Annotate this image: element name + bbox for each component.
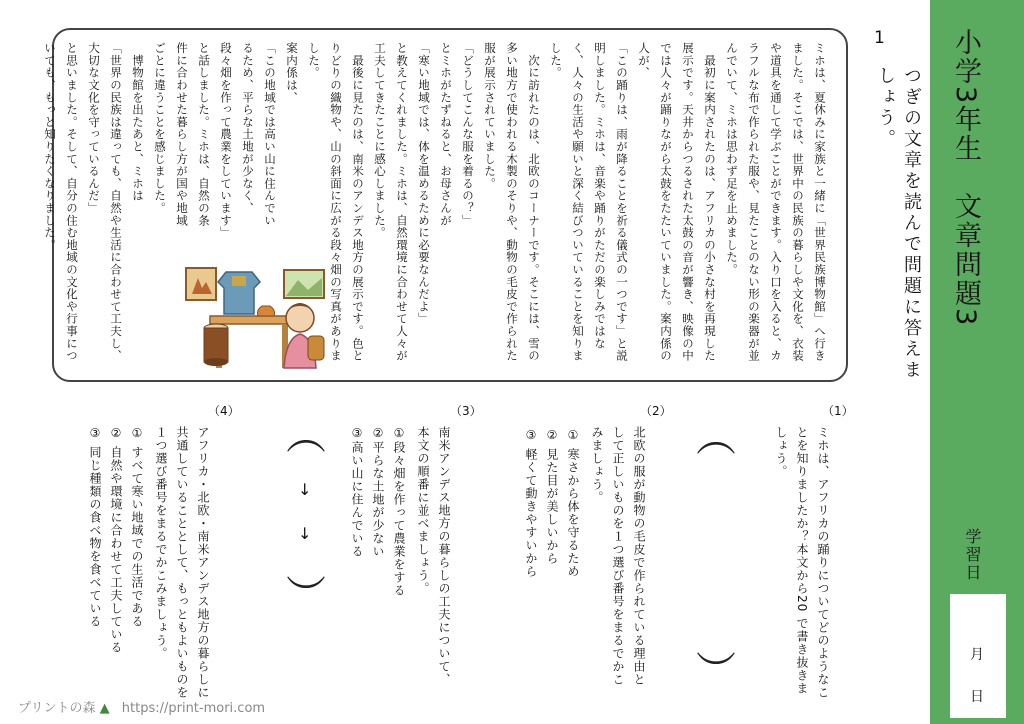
q3-options — [346, 426, 409, 626]
passage-line: んでいて、ミホは思わず足を止めました。 — [725, 42, 739, 276]
passage-line: と話しました。ミホは、自然の条 — [197, 42, 211, 227]
passage-line: 「この踊りは、雨が降ることを祈る儀式の一つです」と説 — [615, 42, 629, 362]
passage-line: した。 — [549, 42, 563, 79]
day-label: 日 — [970, 689, 984, 705]
q4-options — [84, 426, 147, 696]
worksheet-title: 小学3年生 文章問題3 — [950, 28, 981, 328]
q3-answer-open[interactable]: ︵ — [286, 413, 326, 459]
q2-option-2[interactable]: ② 見た目が美しいから — [545, 428, 559, 565]
q2-option-3[interactable]: ③ 軽くて動きやすいから — [524, 428, 538, 578]
passage-line: ました。そこでは、世界中の民族の暮らしや文化を、衣装 — [791, 42, 805, 362]
month-label: 月 — [970, 647, 984, 663]
passage-line: ミホは、夏休みに家族と一緒に「世界民族博物館」へ行き — [813, 42, 827, 362]
q4-option-3[interactable]: ③ 同じ種類の食べ物を食べている — [88, 426, 102, 628]
q3-option-1: ①段々畑を作って農業をする — [392, 426, 406, 597]
passage-line: した。 — [307, 42, 321, 79]
q3-prompt: 南米アンデス地方の暮らしの工夫について、 本文の順番に並べましょう。 — [416, 426, 451, 686]
passage-line: 人が、 — [637, 42, 651, 79]
q3-option-2: ②平らな土地が少ない — [371, 426, 385, 558]
passage-line: 博物館を出たあと、ミホは — [131, 42, 145, 202]
passage-line: 「世界の民族は違っても、自然や生活に合わせて工夫し、 — [109, 42, 123, 362]
passage-line: るため、平らな土地が少なく、 — [241, 42, 255, 215]
passage-line: 最初に案内されたのは、アフリカの小さな村を再現した — [703, 42, 717, 362]
passage-line: 「この地域では高い山に住んでい — [263, 42, 277, 227]
passage-line: 「どうしてこんな服を着るの？」 — [461, 42, 475, 227]
date-box[interactable] — [950, 594, 1006, 718]
footer — [18, 697, 265, 716]
passage-line: とミホがたずねると、お母さんが — [439, 42, 453, 227]
q2-option-1[interactable]: ① 寒さから体を守るため — [566, 428, 580, 578]
passage-line: りどりの織物や、山の斜面に広がる段々畑の写真がありま — [329, 42, 343, 362]
passage-line: 件に合わせた暮らし方が国や地域 — [175, 42, 189, 227]
q3-arrow-2: ↓ — [298, 524, 312, 543]
passage-line: 明しました。ミホは、音楽や踊りがただの楽しみではな — [593, 42, 607, 350]
footer-brand: プリントの森 — [18, 701, 96, 716]
passage-line: 服が展示されていました。 — [483, 42, 497, 190]
q3-arrow-1: ↓ — [298, 480, 312, 499]
passage-line: と思いました。そして、自分の住む地域の文化や行事につ — [65, 42, 79, 362]
passage-line: 段々畑を作って農業をしています」 — [219, 42, 233, 239]
passage-line: 最後に見たのは、南米のアンデス地方の展示です。色と — [351, 42, 365, 362]
passage-line: く、人々の生活や願いと深く結びついていることを知りま — [571, 42, 585, 362]
passage-line: 大切な文化を守っているんだ」 — [87, 42, 101, 215]
q1-answer-open[interactable]: ︵ — [696, 415, 736, 461]
q1-label: （1） — [822, 404, 854, 418]
passage-line: では人々が踊りながら太鼓をたたいていました。案内係の — [659, 42, 673, 362]
q3-option-3: ③高い山に住んでいる — [350, 426, 364, 558]
passage-line: 次に訪れたのは、北欧のコーナーです。そこには、雪の — [527, 42, 541, 362]
question-number: 1 — [874, 28, 885, 48]
passage-line: 案内係は、 — [285, 42, 299, 104]
q4-option-1[interactable]: ① すべて寒い地域での生活である — [130, 426, 144, 628]
footer-url[interactable]: https://print-mori.com — [121, 701, 266, 716]
passage-line: ごとに違うことを感じました。 — [153, 42, 167, 215]
q4-prompt: アフリカ・北欧・南米アンデス地方の暮らしに 共通していることとして、もっともよいものを １つ選び番号をまるでかこみましょう。 — [154, 426, 210, 699]
passage-line: 「寒い地域では、体を温めるために必要なんだよ」 — [417, 42, 431, 325]
study-date-label: 学習日 — [963, 528, 982, 582]
q2-prompt: 北欧の服が動物の毛皮で作られている理由と して正しいものを１つ選び番号をまるでかこ みましょう。 — [590, 426, 646, 686]
q3-answer-close[interactable]: ︶ — [286, 573, 326, 619]
q2-options — [520, 428, 583, 628]
q4-label: （4） — [208, 404, 240, 418]
tree-icon: ▲ — [99, 701, 110, 716]
q1-answer-close[interactable]: ︶ — [696, 649, 736, 695]
museum-illustration — [180, 262, 330, 374]
q2-label: （2） — [640, 404, 672, 418]
passage-line: いても、もっと知りたくなりました。 — [43, 42, 57, 252]
passage-line: 展示です。天井からつるされた太鼓の音が響き、映像の中 — [681, 42, 695, 362]
q1-prompt: ミホは、アフリカの踊りについてどのようなこ とを知りましたか？本文から20 で書き抜きま しょう。 — [774, 426, 830, 699]
passage-line: 多い地方で使われる木製のそりや、動物の毛皮で作られた — [505, 42, 519, 362]
passage-line: 工夫してきたことに感心しました。 — [373, 42, 387, 239]
question-instruction: つぎの文章を読んで問題に答えましょう。 — [875, 66, 922, 381]
q3-label: （3） — [450, 404, 482, 418]
passage-line: と教えてくれました。ミホは、自然環境に合わせて人々が — [395, 42, 409, 362]
passage-line: や道具を通して学ぶことができます。入り口を入ると、カ — [769, 42, 783, 362]
passage-line: ラフルな布で作られた服や、見たことのない形の楽器が並 — [747, 42, 761, 362]
q4-option-2[interactable]: ② 自然や環境に合わせて工夫している — [109, 426, 123, 654]
